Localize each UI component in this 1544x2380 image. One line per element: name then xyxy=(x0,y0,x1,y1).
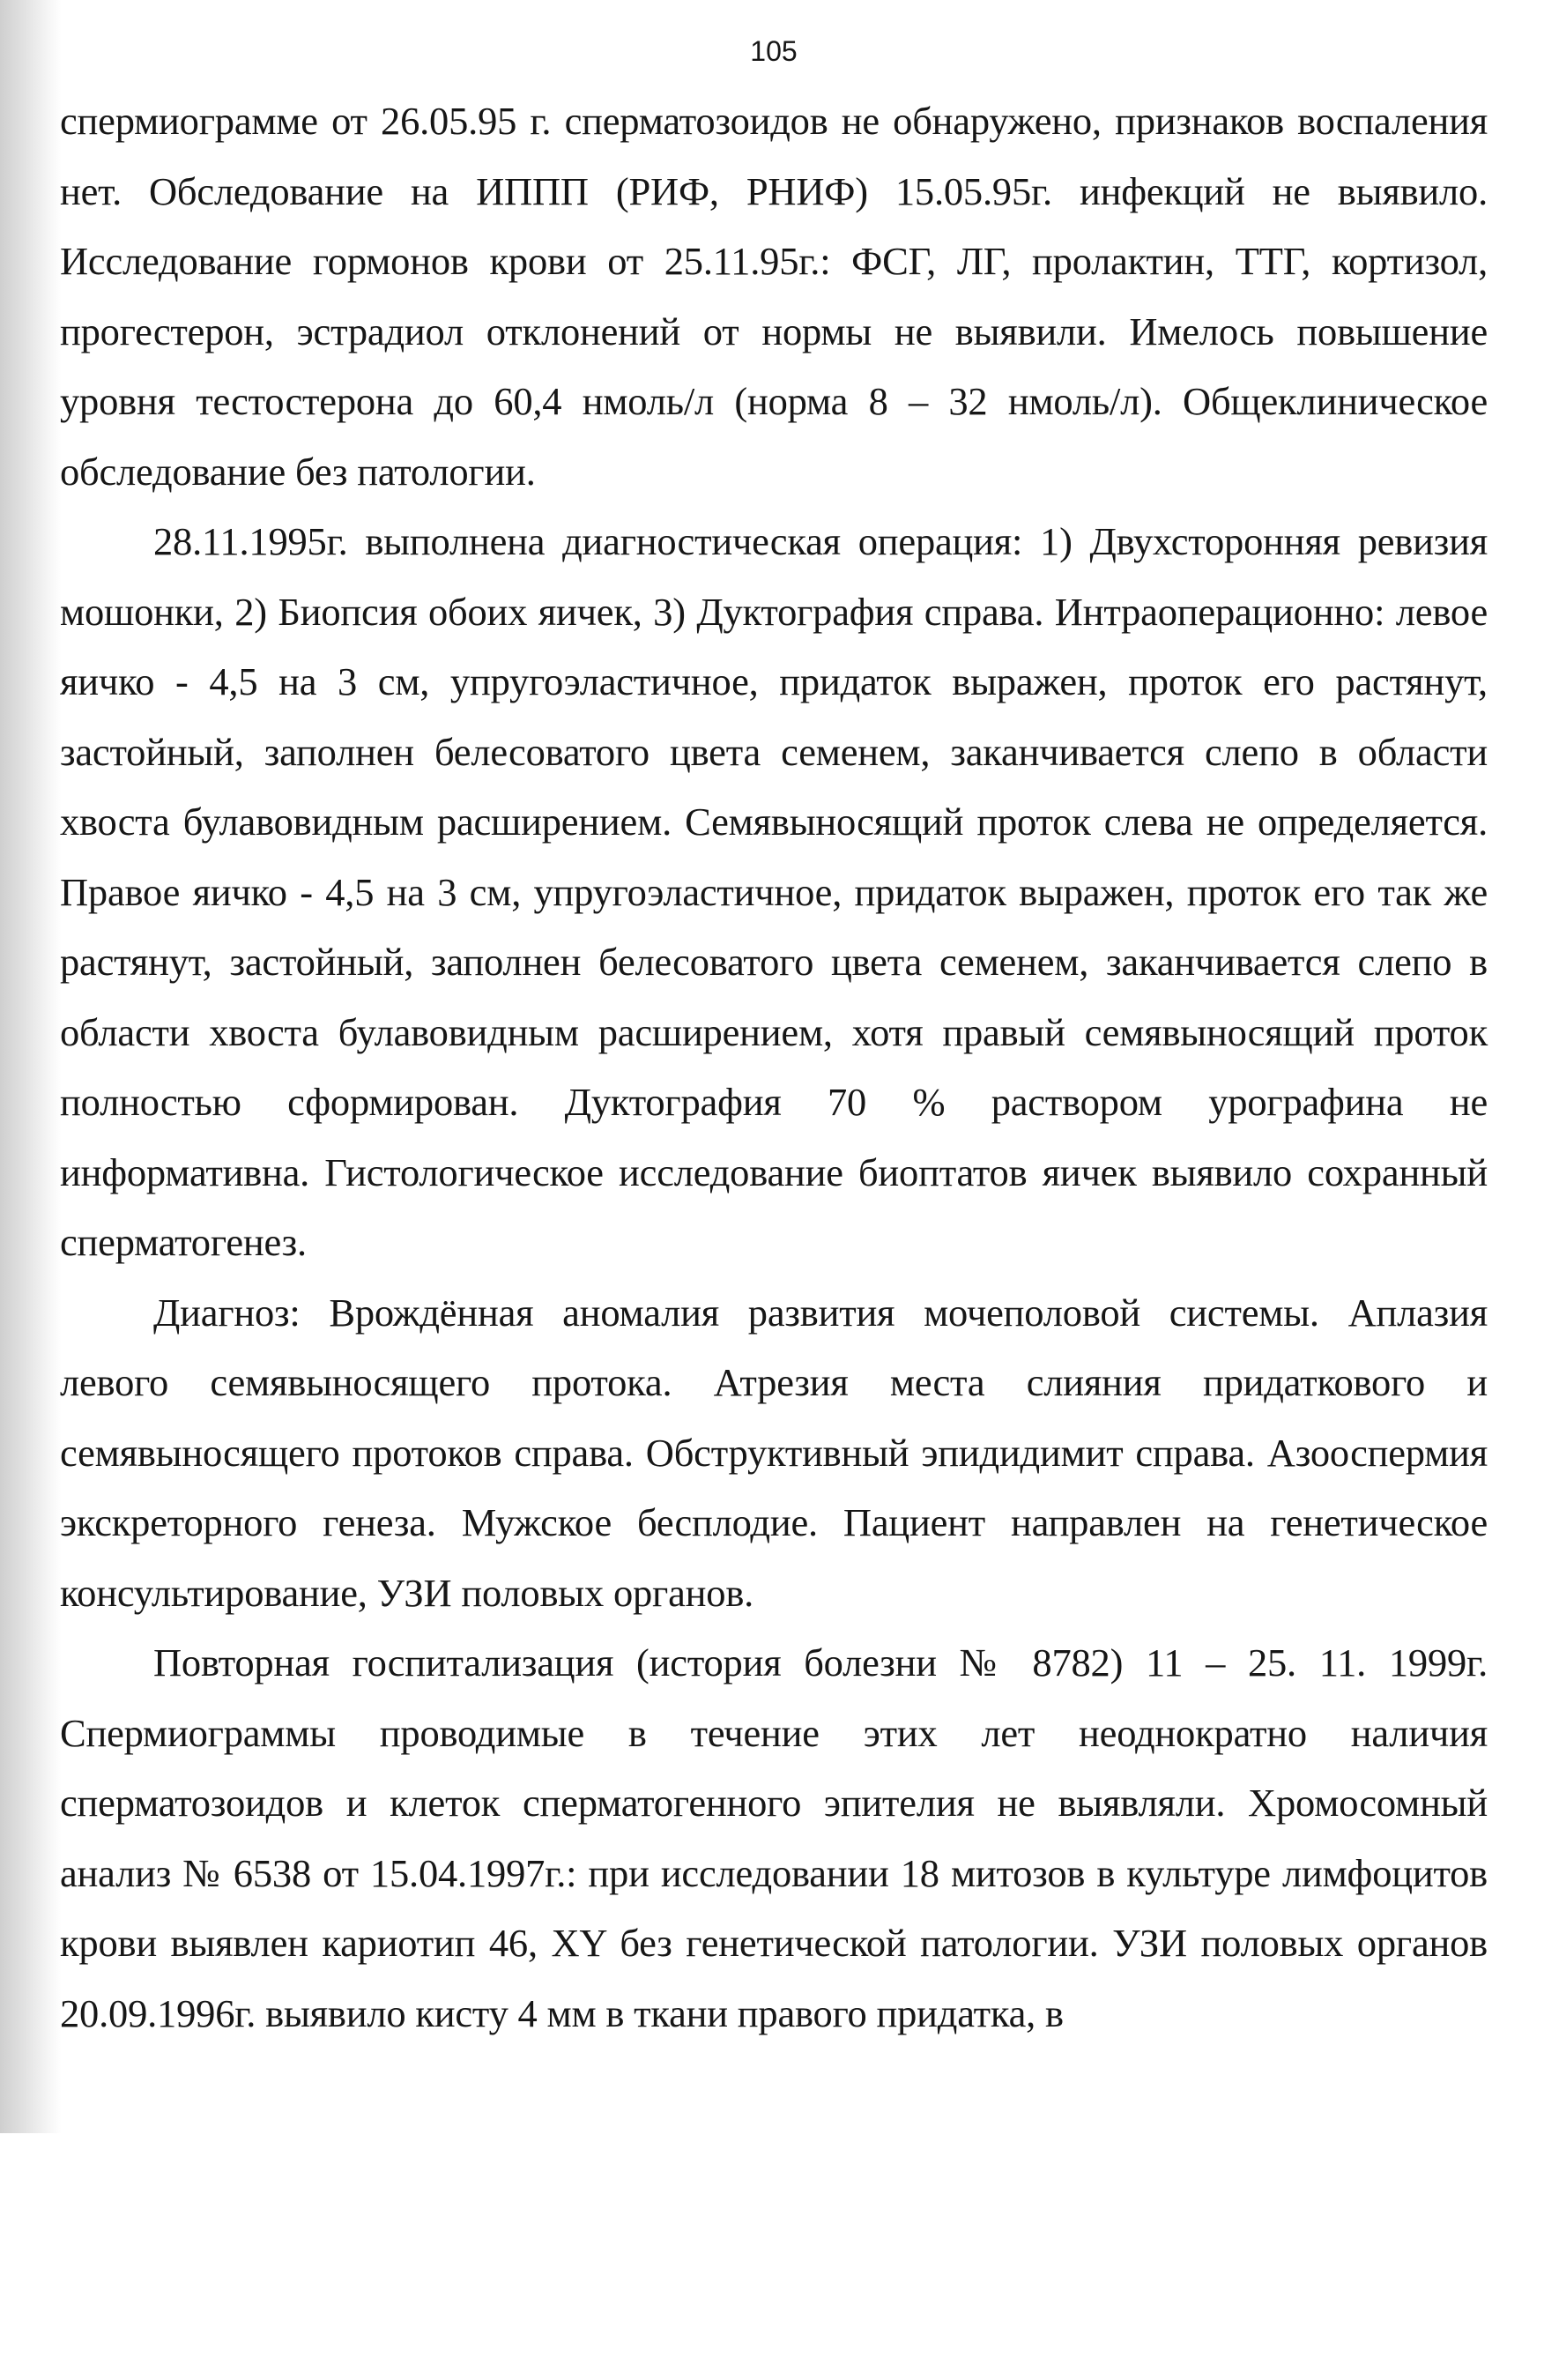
paragraph-repeat-hospitalization: Повторная госпитализация (история болезни № 8782) 11 – 25. 11. 1999г. Спермиограммы проводимые в течение этих лет неоднократно наличия сперматозоидов и клеток сперматогенного эпителия не выявляли. Хромосомный анализ № 6538 от 15.04.1997г.: при исследовании 18 митозов в культуре лимфоцитов крови выявлен кариотип 46, XY без генетической патологии. УЗИ половых органов 20.09.1996г. выявило кисту 4 мм в ткани правого придатка, в xyxy=(60,1640,1488,2035)
document-page xyxy=(60,0,1488,2380)
paragraph-lab-results: спермиограмме от 26.05.95 г. сперматозоидов не обнаружено, признаков воспаления нет. Обследование на ИППП (РИФ, РНИФ) 15.05.95г. инфекций не выявило. Исследование гормонов крови от 25.11.95г.: ФСГ, ЛГ, пролактин, ТТГ, кортизол, прогестерон, эстрадиол отклонений от нормы не выявили. Имелось повышение уровня тестостерона до 60,4 нмоль/л (норма 8 – 32 нмоль/л). Общеклиническое обследование без патологии. xyxy=(60,99,1488,494)
paragraph-diagnosis: Диагноз: Врождённая аномалия развития мочеполовой системы. Аплазия левого семявыносящего протока. Атрезия места слияния придаткового и семявыносящего протоков справа. Обструктивный эпидидимит справа. Азооспермия экскреторного генеза. Мужское бесплодие. Пациент направлен на генетическое консультирование, УЗИ половых органов. xyxy=(60,1290,1488,1615)
page-number: 105 xyxy=(750,35,798,67)
document-body xyxy=(60,86,1488,2049)
scan-edge-shadow xyxy=(0,0,62,2133)
paragraph-diagnostic-operation: 28.11.1995г. выполнена диагностическая операция: 1) Двухсторонняя ревизия мошонки, 2) Биопсия обоих яичек, 3) Дуктография справа. Интраоперационно: левое яичко - 4,5 на 3 см, упругоэластичное, придаток выражен, проток его растянут, застойный, заполнен белесоватого цвета семенем, заканчивается слепо в области хвоста булавовидным расширением. Семявыносящий проток слева не определяется. Правое яичко - 4,5 на 3 см, упругоэластичное, придаток выражен, проток его так же растянут, застойный, заполнен белесоватого цвета семенем, заканчивается слепо в области хвоста булавовидным расширением, хотя правый семявыносящий проток полностью сформирован. Дуктография 70 % раствором урографина не информативна. Гистологическое исследование биоптатов яичек выявило сохранный сперматогенез. xyxy=(60,519,1488,1264)
